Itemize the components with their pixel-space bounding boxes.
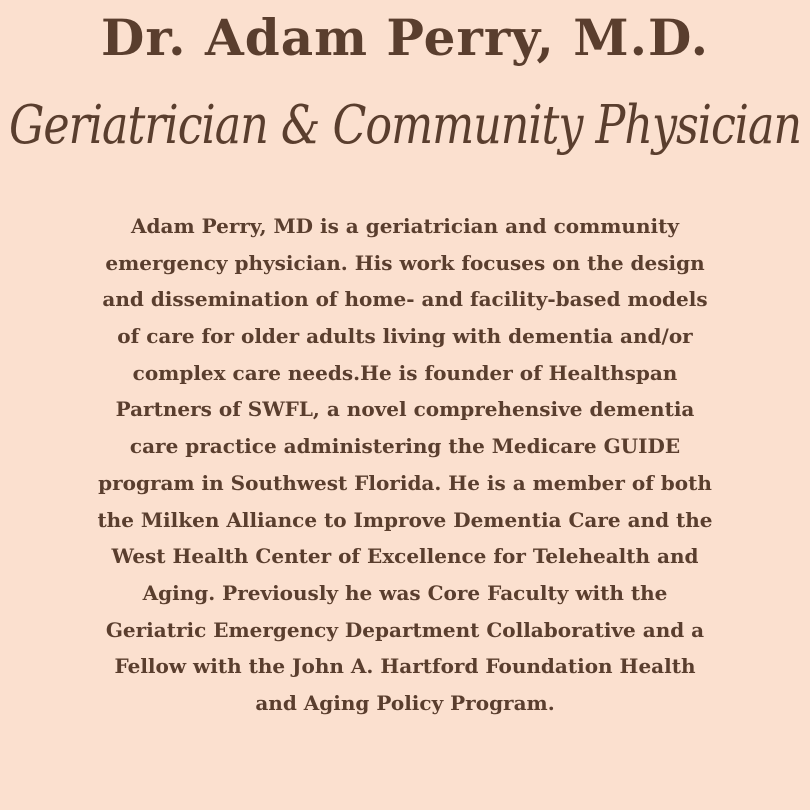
bio-line: and dissemination of home- and facility-based models — [102, 287, 708, 312]
bio-line: Partners of SWFL, a novel comprehensive dementia — [115, 397, 695, 422]
bio-paragraph — [0, 208, 810, 722]
bio-line: West Health Center of Excellence for Telehealth and — [111, 544, 699, 569]
bio-line: Geriatric Emergency Department Collaborative and a — [105, 617, 705, 642]
bio-line: and Aging Policy Program. — [255, 690, 555, 715]
bio-line: Fellow with the John A. Hartford Foundation Health — [114, 654, 696, 679]
page-title: Dr. Adam Perry, M.D. — [101, 8, 709, 67]
bio-line: Adam Perry, MD is a geriatrician and community — [131, 214, 679, 238]
bio-line: complex care needs.He is founder of Healthspan — [132, 360, 678, 385]
subtitle: Geriatrician & Community Physician — [8, 94, 802, 157]
bio-line: emergency physician. His work focuses on the design — [105, 250, 705, 275]
bio-line: Aging. Previously he was Core Faculty with the — [142, 580, 668, 605]
bio-line: program in Southwest Florida. He is a member of both — [98, 470, 712, 495]
bio-line: care practice administering the Medicare GUIDE — [129, 434, 681, 459]
bio-line: of care for older adults living with dementia and/or — [117, 324, 693, 349]
bio-line: the Milken Alliance to Improve Dementia Care and the — [97, 507, 713, 532]
